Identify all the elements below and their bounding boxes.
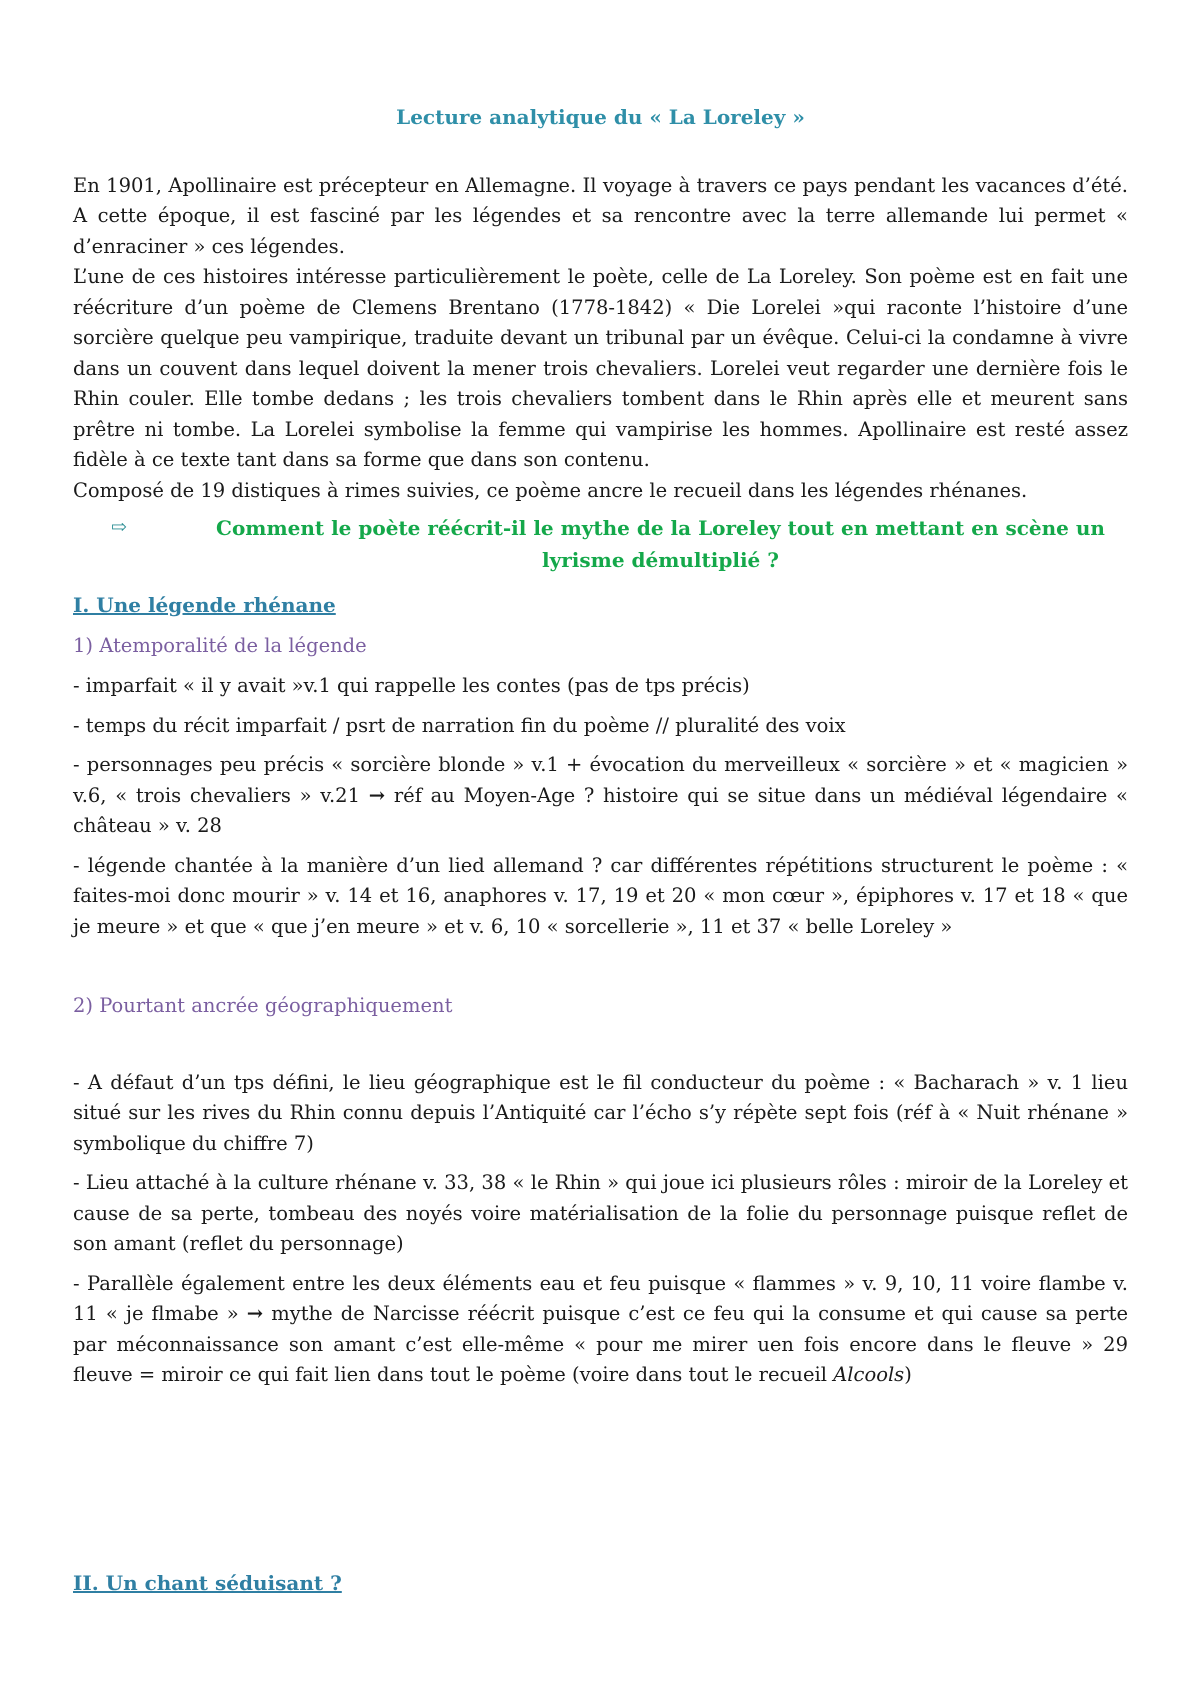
arrow-right-icon: ⇨: [111, 516, 127, 538]
bullet-item: - A défaut d’un tps défini, le lieu géographique est le fil conducteur du poème : « Bacharach » v. 1 lieu situé sur les rives du Rhin connu depuis l’Antiquité car l’écho s’y répète sept fois (réf à « Nuit rhénane » symbolique du chiffre 7): [73, 1070, 1128, 1155]
bullet-text: - Parallèle également entre les deux éléments eau et feu puisque « flammes » v. 9, 10, 11 voire flambe v. 11 « je flmabe »: [73, 1271, 1128, 1325]
bullet-item: - légende chantée à la manière d’un lied allemand ? car différentes répétitions structurent le poème : « faites-moi donc mourir » v. 14 et 16, anaphores v. 17, 19 et 20 « mon cœur », épiphores v. 17 et 18 « que je meure » et que « que j’en meure » et v. 6, 10 « sorcellerie », 11 et 37 « belle Loreley »: [73, 853, 1128, 938]
book-title: Alcools: [833, 1363, 905, 1386]
section-1-title: I. Une légende rhénane: [73, 593, 336, 617]
subsection-1-title: 1) Atemporalité de la légende: [73, 633, 367, 657]
intro-paragraph-1: En 1901, Apollinaire est précepteur en Allemagne. Il voyage à travers ce pays pendant les vacances d’été. A cette époque, il est fasciné par les légendes et sa rencontre avec la terre allemande lui permet « d’enraciner » ces légendes.: [73, 173, 1128, 258]
bullet-text: ): [904, 1363, 912, 1386]
arrow-icon: →: [368, 783, 386, 807]
bullet-item: [73, 1269, 1128, 1391]
intro-paragraph-3: Composé de 19 distiques à rimes suivies, ce poème ancre le recueil dans les légendes rhénanes.: [73, 478, 1028, 502]
page-title: Lecture analytique du « La Loreley »: [396, 105, 805, 129]
problematique: [73, 512, 1128, 576]
bullet-item: - Lieu attaché à la culture rhénane v. 33, 38 « le Rhin » qui joue ici plusieurs rôles : miroir de la Loreley et cause de sa perte, tombeau des noyés voire matérialisation de la folie du personnage puisque reflet de son amant (reflet du personnage): [73, 1171, 1128, 1255]
bullet-text: - personnages peu précis « sorcière blonde » v.1 + évocation du merveilleux « sorcière » et « magicien » v.6, « trois chevaliers » v.21: [73, 753, 1128, 807]
bullet-item: [73, 750, 1128, 842]
document-page: [73, 102, 1128, 1608]
arrow-icon: →: [246, 1302, 264, 1325]
bullet-item: - temps du récit imparfait / psrt de narration fin du poème // pluralité des voix: [73, 713, 846, 737]
subsection-2-title: 2) Pourtant ancrée géographiquement: [73, 994, 453, 1017]
section-2-title: II. Un chant séduisant ?: [73, 1570, 342, 1595]
bullet-item: - imparfait « il y avait »v.1 qui rappelle les contes (pas de tps précis): [73, 674, 750, 697]
intro-paragraph-2: L’une de ces histoires intéresse particulièrement le poète, celle de La Loreley. Son poème est en fait une réécriture d’un poème de Clemens Brentano (1778-1842) « Die Lorelei »qui raconte l’histoire d’une sorcière quelque peu vampirique, traduite devant un tribunal par un évêque. Celui-ci la condamne à vivre dans un couvent dans lequel doivent la mener trois chevaliers. Lorelei veut regarder une dernière fois le Rhin couler. Elle tombe dedans ; les trois chevaliers tombent dans le Rhin après elle et meurent sans prêtre ni tombe. La Lorelei symbolise la femme qui vampirise les hommes. Apollinaire est resté assez fidèle à ce texte tant dans sa forme que dans son contenu.: [73, 265, 1128, 471]
bullet-text: réf au Moyen-Age ? histoire qui se situe dans un médiéval légendaire « château » v. 28: [73, 783, 1128, 837]
bullet-text: mythe de Narcisse réécrit puisque c’est ce feu qui la consume et qui cause sa perte par méconnaissance son amant c’est elle-même « pour me mirer uen fois encore dans le fleuve » 29 fleuve = miroir ce qui fait lien dans tout le poème (voire dans tout le recueil: [73, 1302, 1128, 1386]
problematique-text: Comment le poète réécrit-il le mythe de la Loreley tout en mettant en scène un lyrisme démultiplié ?: [216, 516, 1105, 572]
